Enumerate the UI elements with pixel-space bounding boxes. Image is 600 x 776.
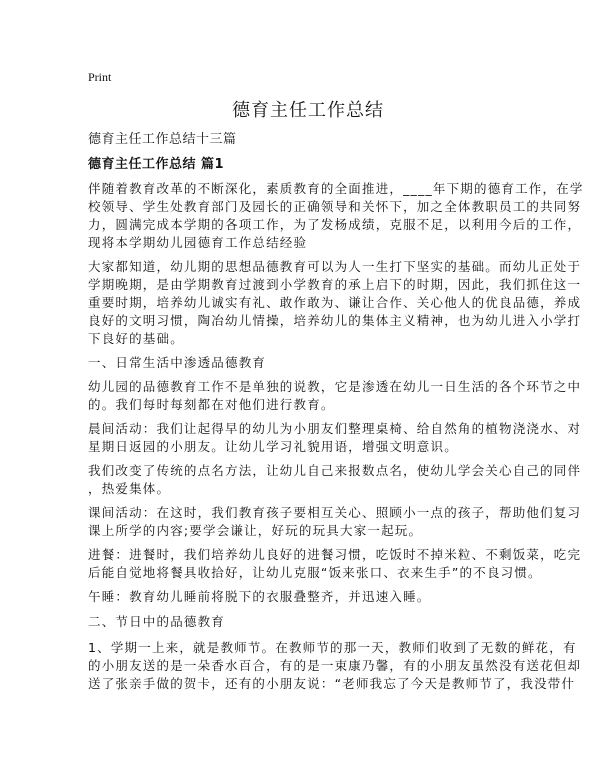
paragraph-line: ，热爱集体。 (88, 481, 171, 496)
paragraph (88, 639, 582, 693)
paragraph-line: 进餐：进餐时，我们培养幼儿良好的进餐习惯，吃饭时不掉米粒、不剩饭菜，吃完 (88, 547, 582, 562)
paragraph-line: 送了张亲手做的贺卡，还有的小朋友说：“老师我忘了今天是教师节了，我没带什 (88, 676, 576, 691)
paragraph (88, 180, 584, 252)
paragraph-line: 校领导、学生处教育部门及园长的正确领导和关怀下，加之全体教职员工的共同努 (88, 199, 582, 214)
document-page (88, 69, 584, 699)
paragraph (88, 462, 582, 498)
paragraph (88, 546, 582, 582)
paragraph (88, 504, 582, 540)
paragraph-line: 大家都知道，幼儿期的思想品德教育可以为人一生打下坚实的基础。而幼儿正处于 (88, 259, 582, 274)
paragraph-line: 重要时期，培养幼儿诚实有礼、敢作敢为、谦让合作、关心他人的优良品德，养成 (88, 295, 582, 310)
paragraph-line: 学期晚期，是由学期教育过渡到小学教育的承上启下的时期，因此，我们抓住这一 (88, 277, 582, 292)
paragraph (88, 258, 582, 348)
paragraph-line: 力，圆满完成本学期的各项工作，为了发杨成绩，克服不足，以利用今后的工作， (88, 217, 582, 232)
paragraph-line: 下良好的基础。 (88, 331, 184, 346)
paragraph-line: 晨间活动：我们让起得早的幼儿为小朋友们整理桌椅、给自然角的植物浇浇水、对 (88, 421, 582, 436)
paragraph-line: 的。我们每时每刻都在对他们进行教育。 (88, 397, 335, 412)
paragraph-line: 二、节日中的品德教育 (88, 614, 226, 629)
paragraph-line: 一、日常生活中渗透品德教育 (88, 355, 267, 370)
paragraph-line: 后能自觉地将餐具收拾好，让幼儿克服“饭来张口、衣来生手”的不良习惯。 (88, 565, 542, 580)
paragraph (88, 420, 582, 456)
paragraph-line: 午睡：教育幼儿睡前将脱下的衣服叠整齐，并迅速入睡。 (88, 589, 431, 604)
paragraph (88, 378, 582, 414)
paragraph-line: 星期日返园的小朋友。让幼儿学习礼貌用语，增强文明意识。 (88, 439, 458, 454)
paragraph-line: 伴随着教育改革的不断深化，素质教育的全面推进，____年下期的德育工作，在学 (88, 181, 584, 196)
paragraph-line: 现将本学期幼儿园德育工作总结经验 (88, 235, 308, 250)
paragraph-line: 课间活动：在这时，我们教育孩子要相互关心、照顾小一点的孩子，帮助他们复习 (88, 505, 582, 520)
paragraph (88, 588, 528, 606)
paragraph-line: 幼儿园的品德教育工作不是单独的说教，它是渗透在幼儿一日生活的各个环节之中 (88, 379, 582, 394)
paragraph-line: 我们改变了传统的点名方法，让幼儿自己来报数点名，使幼儿学会关心自己的同伴 (88, 463, 582, 478)
document-body (88, 180, 584, 693)
paragraph (88, 354, 528, 372)
paragraph (88, 613, 528, 631)
paragraph-line: 1、学期一上来，就是教师节。在教师节的那一天，教师们收到了无数的鲜花，有 (88, 640, 577, 655)
paragraph-line: 良好的文明习惯，陶冶幼儿情操，培养幼儿的集体主义精神，也为幼儿进入小学打 (88, 313, 582, 328)
print-link[interactable]: Print (88, 70, 112, 84)
section-heading: 德育主任工作总结 篇1 (88, 157, 225, 172)
paragraph-line: 课上所学的内容;要学会谦让，好玩的玩具大家一起玩。 (88, 523, 423, 538)
document-subtitle: 德育主任工作总结十三篇 (88, 132, 237, 147)
paragraph-line: 的小朋友送的是一朵香水百合，有的是一束康乃馨，有的小朋友虽然没有送花但却 (88, 658, 582, 673)
document-title: 德育主任工作总结 (232, 100, 384, 121)
